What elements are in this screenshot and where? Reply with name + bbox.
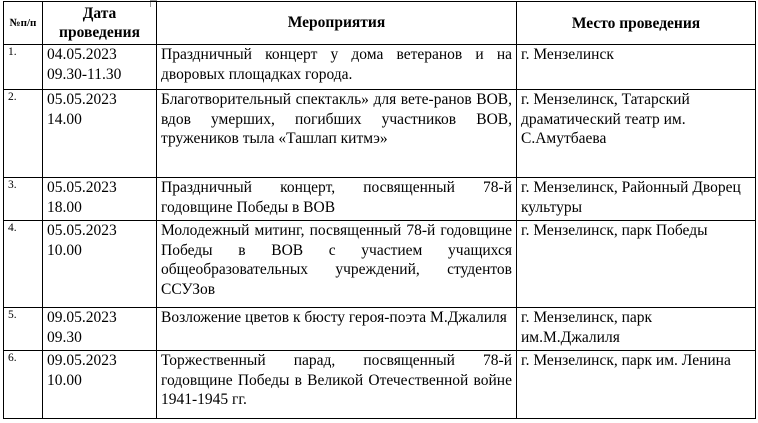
row-place: г. Мензелинск, Районный Дворец культуры [517, 178, 756, 221]
table-row [4, 90, 756, 178]
row-date-time: 14.00 [47, 110, 82, 128]
row-date [43, 90, 157, 178]
header-event: Мероприятия [157, 2, 517, 45]
table-row [4, 178, 756, 221]
row-date [43, 351, 157, 419]
row-num: 3. [4, 178, 43, 221]
row-event: Возложение цветов к бюсту героя-поэта М.Джалиля [157, 308, 517, 351]
row-event: Праздничный концерт, посвященный 78-й годовщине Победы в ВОВ [157, 178, 517, 221]
row-event: Молодежный митинг, посвященный 78-й годовщине Победы в ВОВ с участием учащихся общеобразовательных учреждений, студентов ССУЗов [157, 221, 517, 308]
table-row [4, 221, 756, 308]
row-place: г. Мензелинск, парк Победы [517, 221, 756, 308]
row-num: 4. [4, 221, 43, 308]
header-date [43, 2, 157, 45]
table-row [4, 351, 756, 419]
table-header-row [4, 2, 756, 45]
row-date-time: 10.00 [47, 241, 82, 259]
row-num: 1. [4, 45, 43, 90]
row-event: Праздничный концерт у дома ветеранов и на дворовых площадках города. [157, 45, 517, 90]
row-date-time: 09.30-11.30 [47, 65, 122, 83]
header-num: №п/п [4, 2, 43, 45]
header-date-label: Дата проведения [59, 5, 140, 41]
table-row [4, 308, 756, 351]
row-place: г. Мензелинск, Татарский драматический театр им. С.Амутбаева [517, 90, 756, 178]
row-date-time: 18.00 [47, 198, 82, 216]
header-place [517, 2, 756, 45]
row-event: Торжественный парад, посвященный 78-й годовщине Победы в Великой Отечественной войне 1941-1945 гг. [157, 351, 517, 419]
row-date-time: 09.30 [47, 328, 82, 346]
row-date [43, 221, 157, 308]
row-date-day: 04.05.2023 [47, 46, 117, 63]
row-place: г. Мензелинск, парк им.М.Джалиля [517, 308, 756, 351]
row-event: Благотворительный спектакль» для вете-ранов ВОВ, вдов умерших, погибших участников ВОВ, тружеников тыла «Ташлап китмэ» [157, 90, 517, 178]
row-date-day: 05.05.2023 [47, 179, 117, 196]
row-num: 2. [4, 90, 43, 178]
row-date-day: 05.05.2023 [47, 91, 117, 108]
row-date [43, 308, 157, 351]
row-place: г. Мензелинск, парк им. Ленина [517, 351, 756, 419]
row-place: г. Мензелинск [517, 45, 756, 90]
row-date-day: 09.05.2023 [47, 309, 117, 326]
table-row [4, 45, 756, 90]
row-date [43, 178, 157, 221]
row-num: 5. [4, 308, 43, 351]
row-num: 6. [4, 351, 43, 419]
events-table [3, 1, 756, 419]
row-date-time: 10.00 [47, 371, 82, 389]
row-date-day: 09.05.2023 [47, 352, 117, 369]
row-date-day: 05.05.2023 [47, 222, 117, 239]
row-date [43, 45, 157, 90]
header-place-label: Место проведения [571, 14, 701, 32]
